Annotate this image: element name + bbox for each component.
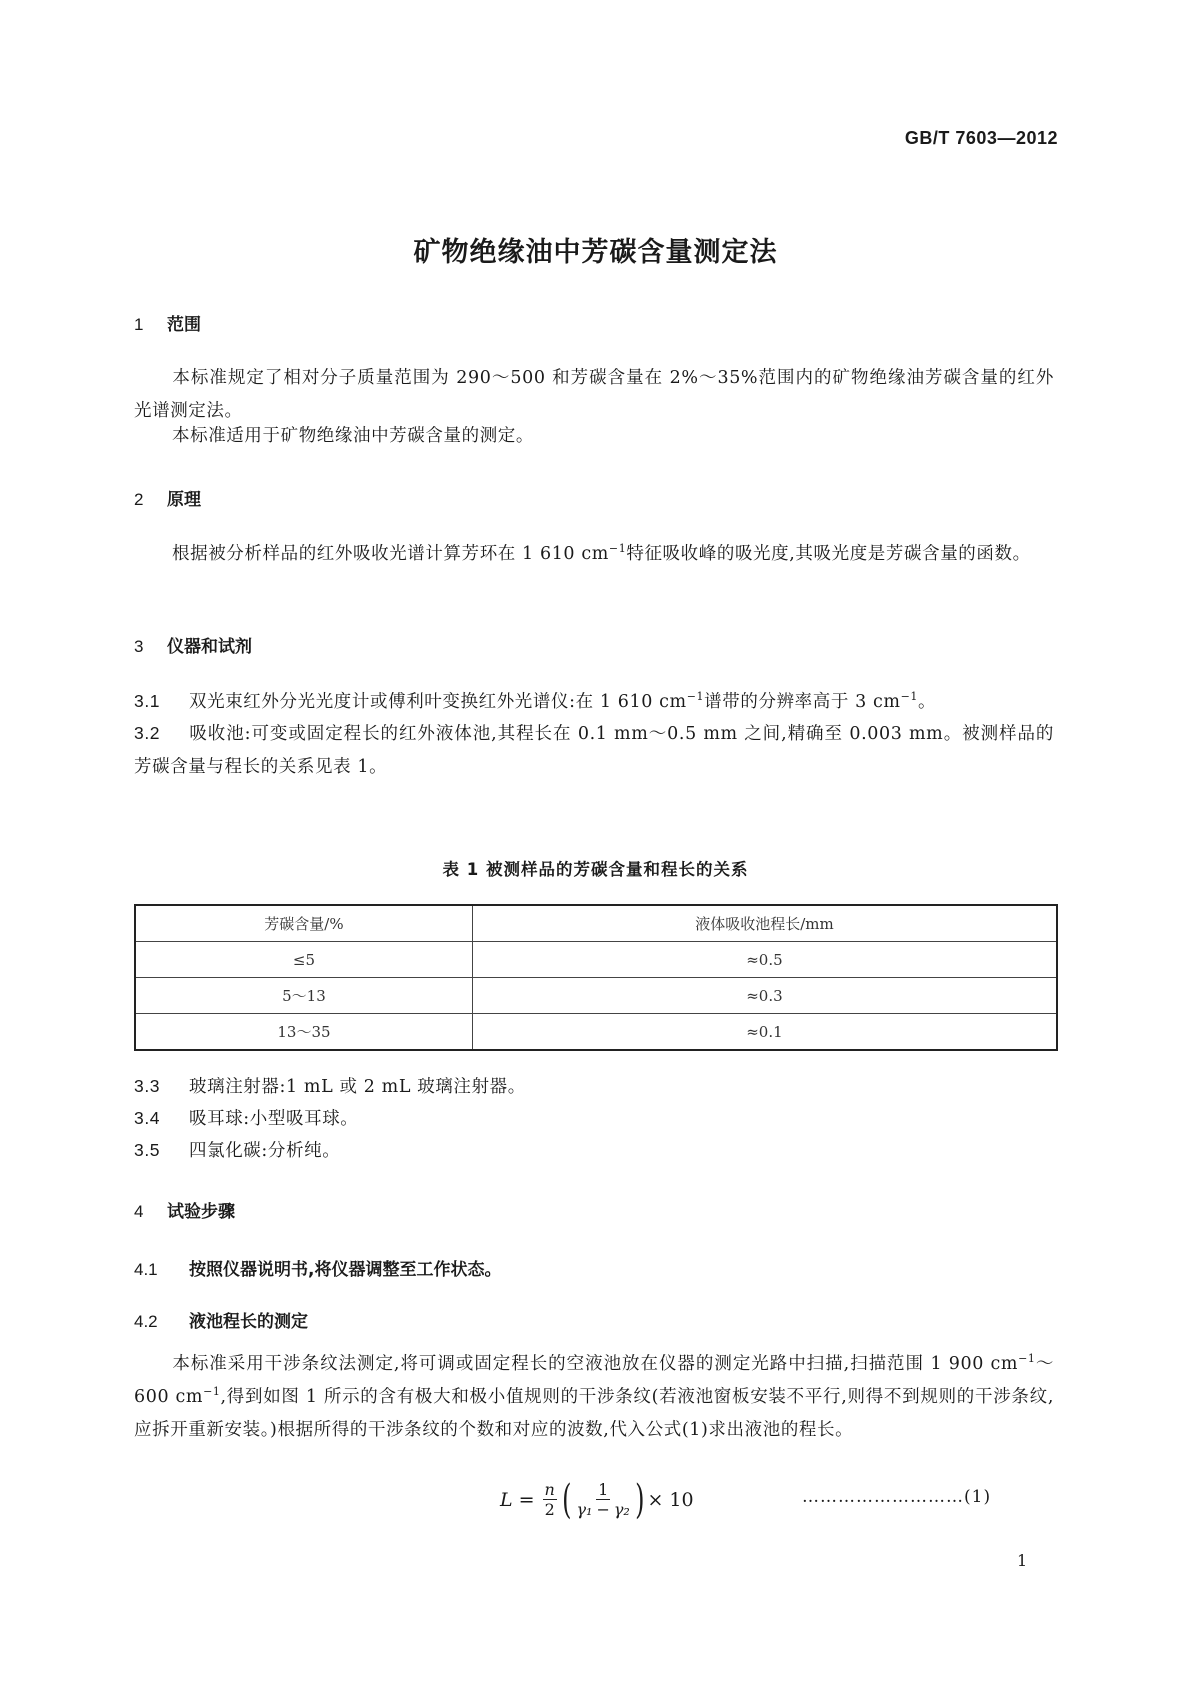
table-row bbox=[135, 978, 1057, 1014]
section-1-paragraph-2 bbox=[134, 420, 534, 453]
item-3-1-text-a: 双光束红外分光光度计或傅利叶变换红外光谱仪:在 1 610 cm bbox=[189, 692, 687, 712]
formula-two: 2 bbox=[544, 1499, 555, 1519]
section-2-title: 原理 bbox=[167, 490, 201, 510]
section-4-title: 试验步骤 bbox=[167, 1202, 235, 1222]
table-row bbox=[135, 942, 1057, 978]
superscript-minus-one: −1 bbox=[1018, 1352, 1036, 1365]
table-cell: ≤5 bbox=[135, 942, 472, 978]
item-4-2-number: 4.2 bbox=[134, 1312, 158, 1331]
section-2-number: 2 bbox=[134, 490, 144, 509]
section-2-paragraph bbox=[134, 538, 1054, 571]
item-3-3-number: 3.3 bbox=[134, 1076, 161, 1096]
item-4-2 bbox=[134, 1307, 308, 1332]
item-3-5-text: 四氯化碳:分析纯。 bbox=[189, 1141, 341, 1161]
section-2-heading bbox=[134, 485, 201, 510]
section-1-text-2: 本标准适用于矿物绝缘油中芳碳含量的测定。 bbox=[172, 426, 534, 446]
section-4-heading bbox=[134, 1197, 235, 1222]
item-3-4 bbox=[134, 1102, 358, 1136]
item-3-3 bbox=[134, 1070, 526, 1104]
formula-fraction-inverse bbox=[576, 1481, 629, 1520]
item-4-2-title: 液池程长的测定 bbox=[189, 1312, 308, 1332]
table-cell: ≈0.3 bbox=[472, 978, 1057, 1014]
item-4-1 bbox=[134, 1255, 501, 1280]
item-3-5 bbox=[134, 1134, 340, 1168]
section-3-title: 仪器和试剂 bbox=[167, 637, 252, 657]
table-row bbox=[135, 1014, 1057, 1051]
item-3-2 bbox=[134, 717, 1054, 784]
formula-gamma-1: γ₁ bbox=[576, 1499, 593, 1519]
section-4-2-text-c: ,得到如图 1 所示的含有极大和极小值规则的干涉条纹(若液池窗板安装不平行,则得不到规则的干涉条纹,应拆开重新安装。)根据所得的干涉条纹的个数和对应的波数,代入公式(1)求出液池的程长。 bbox=[134, 1387, 1054, 1440]
formula-number: ………………………(1) bbox=[802, 1487, 992, 1507]
section-3-number: 3 bbox=[134, 637, 144, 656]
table-header-row bbox=[135, 905, 1057, 942]
superscript-minus-one: −1 bbox=[686, 690, 705, 703]
section-2-text-a: 根据被分析样品的红外吸收光谱计算芳环在 1 610 cm bbox=[172, 544, 609, 564]
formula-lhs: L bbox=[500, 1489, 513, 1511]
formula-fraction-n-over-2 bbox=[543, 1481, 557, 1520]
table-cell: 13～35 bbox=[135, 1014, 472, 1051]
item-3-4-text: 吸耳球:小型吸耳球。 bbox=[189, 1109, 359, 1129]
section-1-number: 1 bbox=[134, 315, 144, 334]
section-1-text-1: 本标准规定了相对分子质量范围为 290～500 和芳碳含量在 2%～35%范围内的矿物绝缘油芳碳含量的红外光谱测定法。 bbox=[134, 368, 1054, 421]
table-1 bbox=[134, 904, 1058, 1051]
section-4-2-text-a: 本标准采用干涉条纹法测定,将可调或固定程长的空液池放在仪器的测定光路中扫描,扫描范围 1 900 cm bbox=[172, 1354, 1019, 1374]
item-3-1-text-b: 谱带的分辨率高于 3 cm bbox=[704, 692, 901, 712]
item-3-2-text: 吸收池:可变或固定程长的红外液体池,其程长在 0.1 mm～0.5 mm 之间,精确至 0.003 mm。被测样品的芳碳含量与程长的关系见表 1。 bbox=[134, 724, 1054, 777]
formula-right-paren: ) bbox=[634, 1477, 645, 1523]
formula-gamma-2: γ₂ bbox=[613, 1499, 630, 1519]
formula-n: n bbox=[544, 1479, 555, 1499]
section-4-2-paragraph bbox=[134, 1348, 1054, 1447]
item-3-2-number: 3.2 bbox=[134, 723, 161, 743]
item-3-4-number: 3.4 bbox=[134, 1108, 161, 1128]
section-1-paragraph-1 bbox=[134, 362, 1054, 428]
section-1-title: 范围 bbox=[167, 315, 201, 335]
formula-left-paren: ( bbox=[561, 1477, 572, 1523]
item-3-1-text-c: 。 bbox=[918, 692, 937, 712]
item-4-1-number: 4.1 bbox=[134, 1260, 158, 1279]
formula-equals: = bbox=[518, 1489, 535, 1511]
table-cell: ≈0.5 bbox=[472, 942, 1057, 978]
section-1-heading bbox=[134, 310, 201, 335]
formula-one: 1 bbox=[598, 1479, 609, 1499]
section-2-text-b: 特征吸收峰的吸光度,其吸光度是芳碳含量的函数。 bbox=[626, 544, 1031, 564]
section-4-2-text-b: ～600 cm bbox=[134, 1354, 1054, 1407]
table-header-aromatic-content: 芳碳含量/% bbox=[135, 905, 472, 942]
superscript-minus-one: −1 bbox=[900, 690, 919, 703]
superscript-minus-one: −1 bbox=[203, 1385, 221, 1398]
item-3-1 bbox=[134, 685, 936, 719]
table-cell: 5～13 bbox=[135, 978, 472, 1014]
standard-number: GB/T 7603—2012 bbox=[904, 128, 1058, 148]
superscript-minus-one: −1 bbox=[608, 542, 627, 555]
table-header-path-length: 液体吸收池程长/mm bbox=[472, 905, 1057, 942]
section-3-heading bbox=[134, 632, 252, 657]
table-cell: ≈0.1 bbox=[472, 1014, 1057, 1051]
formula-times-ten: × 10 bbox=[647, 1489, 694, 1511]
section-4-number: 4 bbox=[134, 1202, 144, 1221]
page-number: 1 bbox=[1017, 1551, 1028, 1570]
item-3-1-number: 3.1 bbox=[134, 691, 161, 711]
formula-minus: − bbox=[596, 1499, 610, 1519]
item-3-5-number: 3.5 bbox=[134, 1140, 161, 1160]
document-title: 矿物绝缘油中芳碳含量测定法 bbox=[413, 237, 778, 268]
table-1-caption: 表 1 被测样品的芳碳含量和程长的关系 bbox=[442, 860, 749, 879]
formula-1 bbox=[500, 1477, 694, 1523]
item-4-1-text: 按照仪器说明书,将仪器调整至工作状态。 bbox=[189, 1260, 502, 1280]
item-3-3-text: 玻璃注射器:1 mL 或 2 mL 玻璃注射器。 bbox=[189, 1077, 526, 1097]
